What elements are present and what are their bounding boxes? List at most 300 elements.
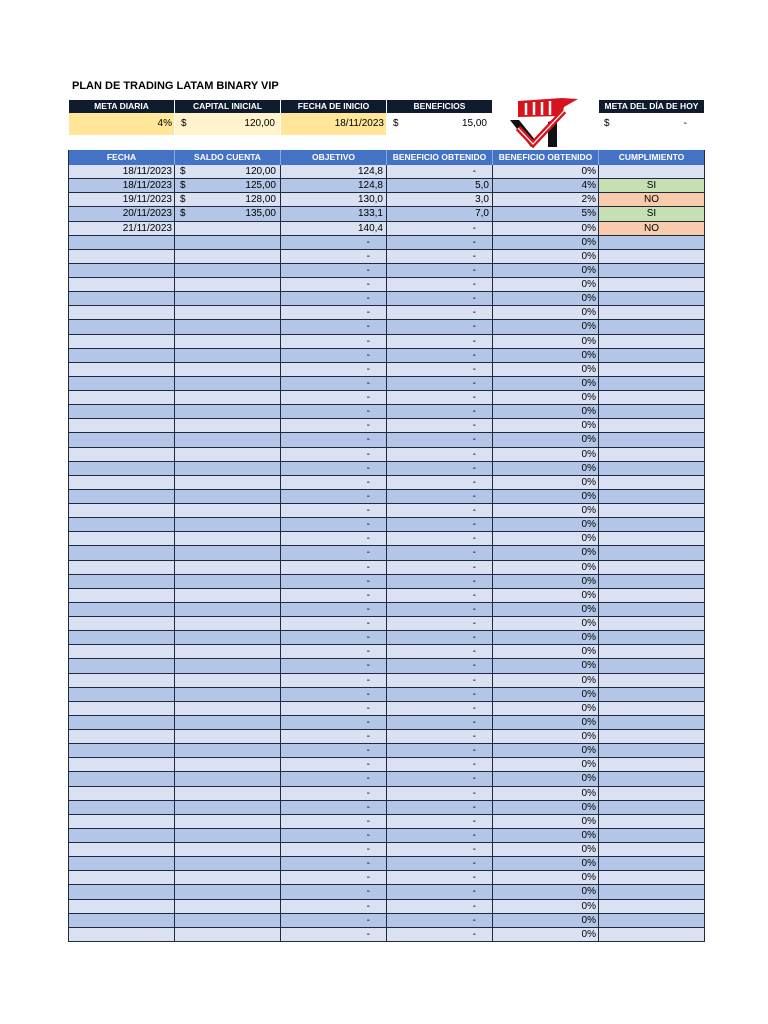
table-row	[69, 575, 705, 589]
saldo-cuenta-cell	[175, 659, 281, 672]
objetivo-cell: -	[281, 758, 387, 771]
beneficio-obtenido-cell: -	[387, 165, 493, 178]
table-row	[69, 306, 705, 320]
objetivo-cell: -	[281, 462, 387, 475]
saldo-cuenta-cell	[175, 419, 281, 432]
beneficio-obtenido-cell: -	[387, 462, 493, 475]
beneficio-obtenido-cell: -	[387, 857, 493, 870]
objetivo-cell: -	[281, 546, 387, 559]
beneficio-obtenido-cell: -	[387, 518, 493, 531]
fecha-cell	[69, 744, 175, 757]
beneficio-obtenido-cell: -	[387, 490, 493, 503]
beneficio-porcentaje-cell: 0%	[493, 659, 599, 672]
objetivo-cell: -	[281, 900, 387, 913]
capital-inicial-header: CAPITAL INICIAL	[175, 100, 281, 113]
table-row	[69, 476, 705, 490]
beneficio-obtenido-cell: -	[387, 688, 493, 701]
fecha-cell	[69, 391, 175, 404]
column-header-beneficio-obtenido: BENEFICIO OBTENIDO	[387, 150, 493, 165]
cumplimiento-cell	[599, 561, 705, 574]
cumplimiento-cell	[599, 349, 705, 362]
fecha-cell	[69, 250, 175, 263]
table-row	[69, 462, 705, 476]
objetivo-cell: -	[281, 603, 387, 616]
table-row	[69, 617, 705, 631]
beneficio-porcentaje-cell: 0%	[493, 758, 599, 771]
saldo-cuenta-cell	[175, 857, 281, 870]
cumplimiento-cell	[599, 787, 705, 800]
table-row	[69, 292, 705, 306]
column-header-saldo-cuenta: SALDO CUENTA	[175, 150, 281, 165]
saldo-cuenta-cell	[175, 532, 281, 545]
beneficio-obtenido-cell: -	[387, 292, 493, 305]
beneficio-obtenido-cell: -	[387, 278, 493, 291]
saldo-amount: 125,00	[245, 180, 276, 192]
cumplimiento-cell	[599, 278, 705, 291]
saldo-cuenta-cell	[175, 772, 281, 785]
column-header-objetivo: OBJETIVO	[281, 150, 387, 165]
beneficio-obtenido-cell: -	[387, 885, 493, 898]
column-header-cumplimiento: CUMPLIMIENTO	[599, 150, 705, 165]
beneficio-porcentaje-cell: 0%	[493, 518, 599, 531]
saldo-cuenta-cell	[175, 716, 281, 729]
table-row	[69, 815, 705, 829]
objetivo-cell: -	[281, 716, 387, 729]
cumplimiento-cell	[599, 250, 705, 263]
currency-symbol: $	[180, 166, 186, 177]
fecha-cell	[69, 532, 175, 545]
table-row	[69, 278, 705, 292]
saldo-cuenta-cell	[175, 645, 281, 658]
saldo-cuenta-cell	[175, 801, 281, 814]
currency-symbol: $	[180, 194, 186, 206]
saldo-cuenta-cell	[175, 490, 281, 503]
meta-hoy-value	[599, 113, 705, 135]
beneficio-obtenido-cell: -	[387, 306, 493, 319]
saldo-cuenta-cell	[175, 589, 281, 602]
brand-logo	[504, 95, 584, 149]
trading-table	[68, 150, 705, 942]
objetivo-cell: -	[281, 377, 387, 390]
fecha-cell	[69, 885, 175, 898]
beneficio-obtenido-cell: -	[387, 758, 493, 771]
table-row	[69, 377, 705, 391]
fecha-inicio-value: 18/11/2023	[281, 113, 387, 135]
cumplimiento-cell	[599, 716, 705, 729]
cumplimiento-cell	[599, 532, 705, 545]
fecha-cell	[69, 236, 175, 249]
cumplimiento-cell	[599, 659, 705, 672]
table-row	[69, 433, 705, 447]
table-row	[69, 688, 705, 702]
objetivo-cell: -	[281, 730, 387, 743]
saldo-cuenta-cell	[175, 928, 281, 941]
saldo-cuenta-cell	[175, 292, 281, 305]
beneficio-obtenido-cell: -	[387, 674, 493, 687]
fecha-cell	[69, 857, 175, 870]
objetivo-cell: -	[281, 674, 387, 687]
meta-diaria-header: META DIARIA	[69, 100, 175, 113]
table-row	[69, 448, 705, 462]
cumplimiento-cell	[599, 589, 705, 602]
fecha-cell	[69, 306, 175, 319]
table-row	[69, 772, 705, 786]
beneficio-obtenido-cell: -	[387, 476, 493, 489]
objetivo-cell: -	[281, 801, 387, 814]
capital-inicial-value	[175, 113, 281, 135]
table-row	[69, 645, 705, 659]
fecha-cell	[69, 928, 175, 941]
fecha-inicio-header: FECHA DE INICIO	[281, 100, 387, 113]
objetivo-cell: -	[281, 843, 387, 856]
saldo-cuenta-cell	[175, 815, 281, 828]
objetivo-cell: -	[281, 476, 387, 489]
fecha-cell	[69, 504, 175, 517]
checkmark-logo-icon	[504, 95, 584, 149]
beneficio-obtenido-cell: -	[387, 815, 493, 828]
beneficio-porcentaje-cell: 0%	[493, 476, 599, 489]
beneficio-obtenido-cell: -	[387, 433, 493, 446]
cumplimiento-cell	[599, 320, 705, 333]
cumplimiento-cell	[599, 857, 705, 870]
table-row	[69, 250, 705, 264]
cumplimiento-cell	[599, 688, 705, 701]
currency-symbol: $	[604, 118, 610, 129]
beneficio-obtenido-cell: -	[387, 349, 493, 362]
fecha-cell	[69, 801, 175, 814]
beneficio-porcentaje-cell: 0%	[493, 306, 599, 319]
beneficio-porcentaje-cell: 0%	[493, 335, 599, 348]
objetivo-cell: -	[281, 504, 387, 517]
objetivo-cell: -	[281, 772, 387, 785]
beneficio-obtenido-cell: -	[387, 448, 493, 461]
objetivo-cell: -	[281, 433, 387, 446]
saldo-cuenta-cell	[175, 603, 281, 616]
saldo-cuenta-cell	[175, 476, 281, 489]
beneficio-porcentaje-cell: 0%	[493, 787, 599, 800]
objetivo-cell: -	[281, 448, 387, 461]
beneficio-obtenido-cell: -	[387, 801, 493, 814]
saldo-cuenta-cell	[175, 236, 281, 249]
cumplimiento-cell	[599, 306, 705, 319]
fecha-cell	[69, 815, 175, 828]
saldo-cuenta-cell	[175, 730, 281, 743]
objetivo-cell: -	[281, 871, 387, 884]
fecha-cell	[69, 278, 175, 291]
saldo-cuenta-cell	[175, 914, 281, 927]
cumplimiento-cell: SI	[599, 207, 705, 220]
objetivo-cell: -	[281, 815, 387, 828]
table-row	[69, 603, 705, 617]
fecha-cell	[69, 377, 175, 390]
cumplimiento-cell	[599, 843, 705, 856]
beneficio-porcentaje-cell: 0%	[493, 433, 599, 446]
objetivo-cell: 124,8	[281, 179, 387, 192]
cumplimiento-cell	[599, 914, 705, 927]
beneficio-obtenido-cell: -	[387, 772, 493, 785]
beneficio-porcentaje-cell: 0%	[493, 264, 599, 277]
table-row	[69, 264, 705, 278]
fecha-cell	[69, 702, 175, 715]
table-row	[69, 165, 705, 179]
beneficio-porcentaje-cell: 0%	[493, 674, 599, 687]
fecha-cell	[69, 659, 175, 672]
fecha-cell: 19/11/2023	[69, 193, 175, 206]
table-row	[69, 857, 705, 871]
cumplimiento-cell	[599, 335, 705, 348]
saldo-cuenta-cell	[175, 306, 281, 319]
column-header-beneficio-porcentaje: BENEFICIO OBTENIDO	[493, 150, 599, 165]
saldo-cuenta-cell	[175, 320, 281, 333]
beneficio-porcentaje-cell: 0%	[493, 532, 599, 545]
beneficio-porcentaje-cell: 0%	[493, 603, 599, 616]
table-row	[69, 518, 705, 532]
objetivo-cell: -	[281, 363, 387, 376]
cumplimiento-cell	[599, 631, 705, 644]
saldo-cuenta-cell	[175, 900, 281, 913]
cumplimiento-cell	[599, 518, 705, 531]
saldo-cuenta-cell	[175, 448, 281, 461]
beneficio-obtenido-cell: -	[387, 645, 493, 658]
table-row	[69, 490, 705, 504]
beneficio-porcentaje-cell: 0%	[493, 914, 599, 927]
cumplimiento-cell	[599, 462, 705, 475]
beneficio-porcentaje-cell: 0%	[493, 744, 599, 757]
beneficio-obtenido-cell: -	[387, 405, 493, 418]
objetivo-cell: -	[281, 532, 387, 545]
objetivo-cell: -	[281, 292, 387, 305]
saldo-cuenta-cell	[175, 193, 281, 206]
cumplimiento-cell	[599, 264, 705, 277]
cumplimiento-cell: NO	[599, 193, 705, 206]
cumplimiento-cell	[599, 448, 705, 461]
beneficio-porcentaje-cell: 0%	[493, 631, 599, 644]
beneficio-obtenido-cell: -	[387, 702, 493, 715]
meta-hoy-amount: -	[683, 118, 687, 129]
beneficio-porcentaje-cell: 5%	[493, 207, 599, 220]
saldo-cuenta-cell	[175, 377, 281, 390]
objetivo-cell: -	[281, 589, 387, 602]
fecha-cell	[69, 433, 175, 446]
fecha-cell	[69, 419, 175, 432]
beneficio-obtenido-cell: -	[387, 843, 493, 856]
table-row	[69, 758, 705, 772]
objetivo-cell: -	[281, 914, 387, 927]
cumplimiento-cell	[599, 702, 705, 715]
saldo-cuenta-cell	[175, 843, 281, 856]
objetivo-cell: 130,0	[281, 193, 387, 206]
table-row	[69, 179, 705, 193]
saldo-cuenta-cell	[175, 518, 281, 531]
beneficio-porcentaje-cell: 0%	[493, 716, 599, 729]
beneficio-obtenido-cell: -	[387, 787, 493, 800]
beneficio-obtenido-cell: -	[387, 236, 493, 249]
saldo-cuenta-cell	[175, 631, 281, 644]
objetivo-cell: -	[281, 645, 387, 658]
beneficio-porcentaje-cell: 0%	[493, 688, 599, 701]
beneficio-porcentaje-cell: 0%	[493, 772, 599, 785]
beneficios-value	[387, 113, 493, 135]
cumplimiento-cell	[599, 900, 705, 913]
beneficio-obtenido-cell: -	[387, 504, 493, 517]
saldo-cuenta-cell	[175, 391, 281, 404]
objetivo-cell: 133,1	[281, 207, 387, 220]
beneficio-obtenido-cell: -	[387, 377, 493, 390]
cumplimiento-cell	[599, 801, 705, 814]
table-row	[69, 885, 705, 899]
saldo-cuenta-cell	[175, 504, 281, 517]
beneficio-porcentaje-cell: 0%	[493, 490, 599, 503]
cumplimiento-cell	[599, 419, 705, 432]
cumplimiento-cell	[599, 885, 705, 898]
beneficio-porcentaje-cell: 0%	[493, 843, 599, 856]
table-row	[69, 349, 705, 363]
beneficio-obtenido-cell: 7,0	[387, 207, 493, 220]
summary-values-row	[69, 113, 705, 135]
beneficio-porcentaje-cell: 0%	[493, 617, 599, 630]
fecha-cell	[69, 631, 175, 644]
table-body	[69, 165, 705, 942]
beneficio-porcentaje-cell: 0%	[493, 815, 599, 828]
fecha-cell	[69, 843, 175, 856]
beneficio-obtenido-cell: -	[387, 617, 493, 630]
fecha-cell	[69, 363, 175, 376]
beneficio-porcentaje-cell: 0%	[493, 405, 599, 418]
fecha-cell	[69, 730, 175, 743]
objetivo-cell: -	[281, 885, 387, 898]
cumplimiento-cell	[599, 772, 705, 785]
saldo-cuenta-cell	[175, 546, 281, 559]
table-row	[69, 207, 705, 221]
table-row	[69, 532, 705, 546]
fecha-cell	[69, 829, 175, 842]
cumplimiento-cell	[599, 433, 705, 446]
saldo-cuenta-cell	[175, 222, 281, 235]
objetivo-cell: -	[281, 829, 387, 842]
beneficio-obtenido-cell: -	[387, 659, 493, 672]
meta-hoy-header: META DEL DÍA DE HOY	[599, 100, 705, 113]
objetivo-cell: -	[281, 631, 387, 644]
saldo-cuenta-cell	[175, 702, 281, 715]
cumplimiento-cell	[599, 645, 705, 658]
beneficio-obtenido-cell: -	[387, 320, 493, 333]
objetivo-cell: -	[281, 702, 387, 715]
table-row	[69, 335, 705, 349]
beneficio-obtenido-cell: -	[387, 575, 493, 588]
fecha-cell	[69, 264, 175, 277]
cumplimiento-cell	[599, 236, 705, 249]
saldo-cuenta-cell	[175, 433, 281, 446]
objetivo-cell: -	[281, 320, 387, 333]
saldo-amount: 120,00	[245, 166, 276, 177]
page-title: PLAN DE TRADING LATAM BINARY VIP	[72, 80, 279, 92]
fecha-cell	[69, 546, 175, 559]
cumplimiento-cell	[599, 391, 705, 404]
cumplimiento-cell	[599, 829, 705, 842]
saldo-cuenta-cell	[175, 758, 281, 771]
beneficio-porcentaje-cell: 0%	[493, 561, 599, 574]
beneficio-obtenido-cell: -	[387, 264, 493, 277]
saldo-cuenta-cell	[175, 744, 281, 757]
saldo-cuenta-cell	[175, 885, 281, 898]
beneficio-obtenido-cell: -	[387, 391, 493, 404]
beneficio-porcentaje-cell: 0%	[493, 871, 599, 884]
beneficio-porcentaje-cell: 0%	[493, 419, 599, 432]
beneficio-porcentaje-cell: 0%	[493, 236, 599, 249]
objetivo-cell: -	[281, 419, 387, 432]
beneficio-obtenido-cell: -	[387, 546, 493, 559]
saldo-amount: 128,00	[245, 194, 276, 206]
fecha-cell	[69, 617, 175, 630]
beneficios-amount: 15,00	[461, 118, 487, 129]
fecha-cell: 21/11/2023	[69, 222, 175, 235]
beneficio-porcentaje-cell: 0%	[493, 546, 599, 559]
saldo-cuenta-cell	[175, 871, 281, 884]
beneficio-obtenido-cell: 3,0	[387, 193, 493, 206]
beneficio-obtenido-cell: -	[387, 419, 493, 432]
beneficio-porcentaje-cell: 0%	[493, 857, 599, 870]
table-row	[69, 631, 705, 645]
cumplimiento-cell	[599, 490, 705, 503]
table-row	[69, 843, 705, 857]
fecha-cell	[69, 476, 175, 489]
beneficio-obtenido-cell: -	[387, 914, 493, 927]
saldo-amount: 135,00	[245, 208, 276, 220]
beneficio-porcentaje-cell: 0%	[493, 377, 599, 390]
beneficio-porcentaje-cell: 0%	[493, 391, 599, 404]
table-row	[69, 659, 705, 673]
objetivo-cell: -	[281, 575, 387, 588]
objetivo-cell: -	[281, 278, 387, 291]
beneficio-obtenido-cell: -	[387, 829, 493, 842]
saldo-cuenta-cell	[175, 561, 281, 574]
cumplimiento-cell	[599, 928, 705, 941]
objetivo-cell: -	[281, 787, 387, 800]
currency-symbol: $	[393, 118, 399, 129]
beneficio-porcentaje-cell: 0%	[493, 504, 599, 517]
beneficio-obtenido-cell: -	[387, 250, 493, 263]
table-row	[69, 900, 705, 914]
saldo-cuenta-cell	[175, 462, 281, 475]
beneficio-obtenido-cell: -	[387, 871, 493, 884]
beneficio-porcentaje-cell: 0%	[493, 349, 599, 362]
cumplimiento-cell	[599, 476, 705, 489]
cumplimiento-cell	[599, 758, 705, 771]
objetivo-cell: 124,8	[281, 165, 387, 178]
fecha-cell	[69, 589, 175, 602]
saldo-cuenta-cell	[175, 165, 281, 178]
objetivo-cell: -	[281, 490, 387, 503]
table-row	[69, 561, 705, 575]
saldo-cuenta-cell	[175, 264, 281, 277]
fecha-cell	[69, 448, 175, 461]
beneficio-porcentaje-cell: 0%	[493, 885, 599, 898]
table-row	[69, 928, 705, 942]
saldo-cuenta-cell	[175, 617, 281, 630]
saldo-cuenta-cell	[175, 179, 281, 192]
beneficio-porcentaje-cell: 0%	[493, 363, 599, 376]
objetivo-cell: -	[281, 335, 387, 348]
cumplimiento-cell: SI	[599, 179, 705, 192]
table-row	[69, 419, 705, 433]
table-row	[69, 589, 705, 603]
fecha-cell	[69, 335, 175, 348]
beneficio-porcentaje-cell: 4%	[493, 179, 599, 192]
fecha-cell: 20/11/2023	[69, 207, 175, 220]
objetivo-cell: 140,4	[281, 222, 387, 235]
column-header-fecha: FECHA	[69, 150, 175, 165]
capital-inicial-amount: 120,00	[244, 118, 275, 129]
